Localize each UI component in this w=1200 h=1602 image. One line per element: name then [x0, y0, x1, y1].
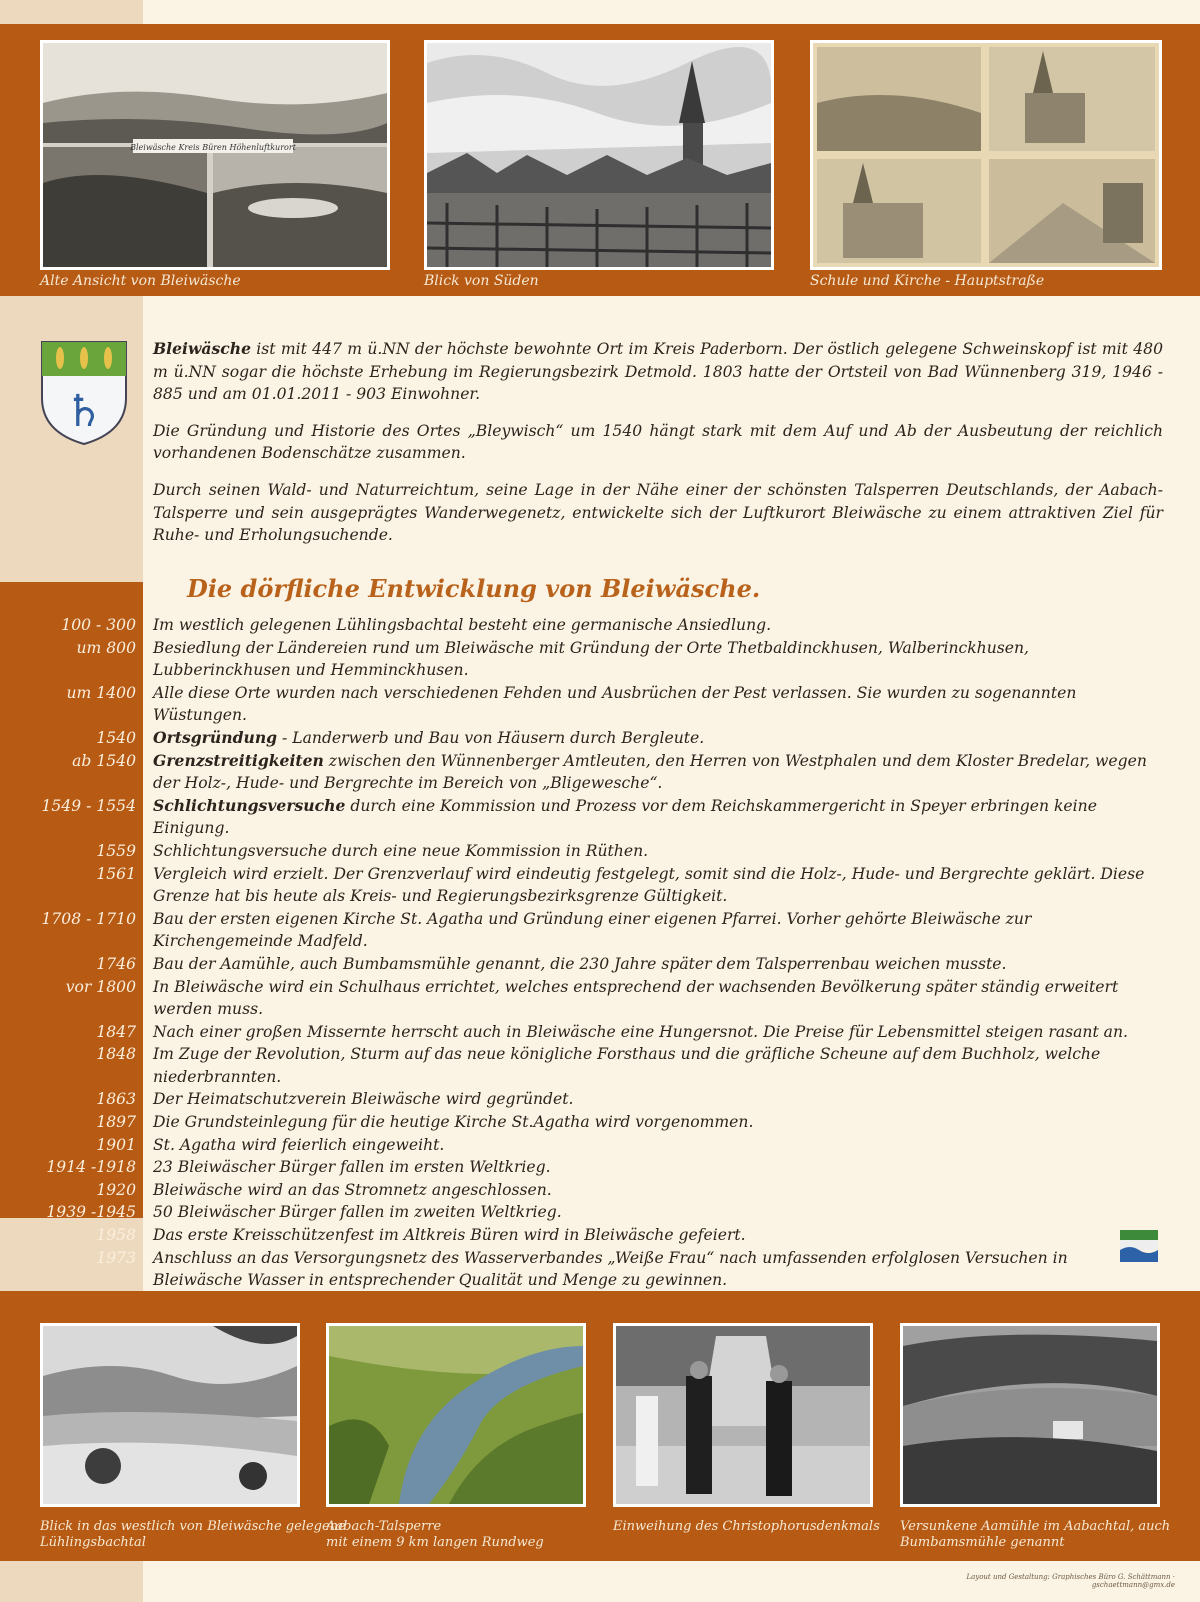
timeline-year: 1901: [96, 1135, 136, 1154]
timeline-year: 1958: [96, 1226, 136, 1245]
timeline-event: [153, 1201, 1160, 1224]
timeline-event: [153, 795, 1160, 840]
timeline-year: ab 1540: [72, 751, 136, 770]
timeline-event: [153, 614, 1160, 637]
timeline-event-text: - Landerwerb und Bau von Häusern durch Bergleute.: [277, 728, 705, 747]
caption-aamuehle: Versunkene Aamühle im Aabachtal, auch Bumbamsmühle genannt: [900, 1519, 1171, 1550]
bad-wuennenberg-logo-icon: [1118, 1226, 1160, 1266]
caption-old-view: Alte Ansicht von Bleiwäsche: [40, 273, 241, 289]
timeline-event-keyword: Ortsgründung: [153, 727, 278, 747]
timeline-row: [0, 976, 1200, 1021]
timeline-event: [153, 1179, 1160, 1202]
timeline-row: [0, 727, 1200, 750]
timeline-year: 1540: [96, 728, 136, 747]
timeline-event: [153, 1224, 1160, 1247]
timeline-row: [0, 1134, 1200, 1157]
timeline-event-text: zwischen den Wünnenberger Amtleuten, den Herren von Westphalen und dem Kloster Bredelar, wegen der Holz-, Hude- und Bergrechte im Bereich von „Bligewesche“.: [153, 751, 1147, 793]
coat-of-arms-icon: [40, 340, 128, 446]
photo-school-church: [810, 40, 1162, 270]
timeline-row: [0, 1224, 1200, 1247]
timeline-event-text: Bleiwäsche wird an das Stromnetz angeschlossen.: [153, 1180, 552, 1199]
timeline-event-text: Das erste Kreisschützenfest im Altkreis Büren wird in Bleiwäsche gefeiert.: [153, 1226, 746, 1245]
photo-old-view: [40, 40, 390, 270]
timeline-row: [0, 1201, 1200, 1224]
caption-christophorus-monument: Einweihung des Christophorusdenkmals: [613, 1519, 880, 1534]
timeline-year: um 800: [76, 638, 136, 657]
timeline-row: [0, 863, 1200, 908]
layout-credit: Layout und Gestaltung: Graphisches Büro G. Schättmann · gschaettmann@gmx.de: [966, 1573, 1175, 1589]
timeline-event: [153, 682, 1160, 727]
timeline-row: [0, 637, 1200, 682]
timeline-event: [153, 1247, 1160, 1292]
caption-school-church: Schule und Kirche - Hauptstraße: [810, 273, 1045, 289]
timeline-event: [153, 637, 1160, 682]
timeline-year: 1939 -1945: [46, 1203, 136, 1222]
timeline-event: [153, 976, 1160, 1021]
timeline-heading: Die dörfliche Entwicklung von Bleiwäsche.: [187, 574, 761, 603]
timeline-event-text: 23 Bleiwäscher Bürger fallen im ersten Weltkrieg.: [153, 1158, 551, 1177]
timeline-year: 1847: [96, 1022, 136, 1041]
timeline-row: [0, 750, 1200, 795]
timeline-row: [0, 1247, 1200, 1292]
timeline-event-text: Anschluss an das Versorgungsnetz des Wasserverbandes „Weiße Frau“ nach umfassenden erfolglosen Versuchen in Bleiwäsche Wasser in entsprechender Qualität und Menge zu gewinnen.: [153, 1248, 1068, 1290]
timeline-row: [0, 840, 1200, 863]
timeline-event-text: durch eine Kommission und Prozess vor dem Reichskammergericht in Speyer erbringen keine Einigung.: [153, 796, 1097, 838]
intro-paragraph-1: Bleiwäsche ist mit 447 m ü.NN der höchste bewohnte Ort im Kreis Paderborn. Der östlich gelegene Schweinskopf ist mit 480 m ü.NN sogar die höchste Erhebung im Regierungsbezirk Detmold. 1803 hatte der Ortsteil von Bad Wünnenberg 319, 1946 - 885 und am 01.01.2011 - 903 Einwohner.: [153, 339, 1163, 404]
timeline-event-text: In Bleiwäsche wird ein Schulhaus errichtet, welches entsprechend der wachsenden Bevölkerung später ständig erweitert werden muss.: [153, 977, 1119, 1019]
timeline-event: [153, 727, 1160, 750]
photo-aamuehle: [900, 1323, 1160, 1507]
timeline-event: [153, 908, 1160, 953]
timeline-year: vor 1800: [65, 977, 136, 996]
timeline-event-text: Nach einer großen Missernte herrscht auch in Bleiwäsche eine Hungersnot. Die Preise für Lebensmittel steigen rasant an.: [153, 1022, 1128, 1041]
timeline-event-text: Die Grundsteinlegung für die heutige Kirche St.Agatha wird vorgenommen.: [153, 1113, 754, 1132]
timeline-event: [153, 863, 1160, 908]
timeline-event-text: Im Zuge der Revolution, Sturm auf das neue königliche Forsthaus und die gräfliche Scheune auf dem Buchholz, welche niederbrannten.: [153, 1045, 1101, 1086]
timeline-row: [0, 953, 1200, 976]
timeline-event-text: Schlichtungsversuche durch eine neue Kommission in Rüthen.: [153, 841, 649, 860]
timeline-event: [153, 750, 1160, 795]
timeline-year: 1897: [96, 1113, 136, 1132]
timeline-row: [0, 1021, 1200, 1044]
timeline-year: 1746: [96, 954, 136, 973]
timeline-event: [153, 1021, 1160, 1044]
timeline-event-text: Alle diese Orte wurden nach verschiedenen Fehden und Ausbrüchen der Pest verlassen. Sie wurden zu sogenannten Wüstungen.: [153, 683, 1077, 725]
timeline-year: 100 - 300: [61, 616, 136, 634]
timeline: [0, 614, 1200, 1292]
timeline-event-text: Im westlich gelegenen Lühlingsbachtal besteht eine germanische Ansiedlung.: [153, 616, 772, 634]
timeline-year: 1920: [96, 1180, 136, 1199]
intro-text: [153, 338, 1163, 561]
timeline-event-text: Besiedlung der Ländereien rund um Bleiwäsche mit Gründung der Orte Thetbaldinckhusen, Walberinckhusen, Lubberinckhusen und Hemminckhusen.: [153, 638, 1029, 680]
timeline-row: [0, 908, 1200, 953]
timeline-event: [153, 1088, 1160, 1111]
photo-christophorus-monument: [613, 1323, 873, 1507]
timeline-row: [0, 682, 1200, 727]
timeline-year: 1863: [96, 1090, 136, 1109]
timeline-row: [0, 1156, 1200, 1179]
photo-aabach-talsperre: [326, 1323, 586, 1507]
timeline-event-text: St. Agatha wird feierlich eingeweiht.: [153, 1135, 445, 1154]
timeline-year: 1848: [96, 1045, 136, 1064]
timeline-event-text: Bau der ersten eigenen Kirche St. Agatha und Gründung einer eigenen Pfarrei. Vorher gehörte Bleiwäsche zur Kirchengemeinde Madfeld.: [153, 909, 1032, 951]
caption-aabach-talsperre: Aabach-Talsperre mit einem 9 km langen Rundweg: [326, 1519, 544, 1550]
timeline-row: [0, 1111, 1200, 1134]
timeline-event-text: 50 Bleiwäscher Bürger fallen im zweiten Weltkrieg.: [153, 1203, 562, 1222]
timeline-year: 1549 - 1554: [41, 796, 136, 815]
timeline-event: [153, 953, 1160, 976]
timeline-year: 1559: [96, 841, 136, 860]
timeline-year: um 1400: [66, 683, 136, 702]
caption-luehlingsbachtal: Blick in das westlich von Bleiwäsche gelegene Lühlingsbachtal: [40, 1519, 346, 1550]
timeline-event-text: Bau der Aamühle, auch Bumbamsmühle genannt, die 230 Jahre später dem Talsperrenbau weichen musste.: [153, 954, 1007, 973]
timeline-event: [153, 1134, 1160, 1157]
timeline-event: [153, 840, 1160, 863]
photo-view-from-south: [424, 40, 774, 270]
timeline-year: 1561: [96, 864, 136, 883]
timeline-row: [0, 1088, 1200, 1111]
timeline-event-keyword: Grenzstreitigkeiten: [153, 750, 324, 770]
timeline-row: [0, 614, 1200, 637]
timeline-event-text: Der Heimatschutzverein Bleiwäsche wird gegründet.: [153, 1090, 574, 1109]
timeline-event-keyword: Schlichtungsversuche: [153, 795, 346, 815]
caption-view-from-south: Blick von Süden: [424, 273, 539, 289]
timeline-row: [0, 1043, 1200, 1088]
timeline-event-text: Vergleich wird erzielt. Der Grenzverlauf wird eindeutig festgelegt, somit sind die Holz-, Hude- und Bergrechte geklärt. Diese Grenze hat bis heute als Kreis- und Regierungsbezirksgrenze Gültigkeit.: [153, 864, 1145, 906]
timeline-year: 1708 - 1710: [41, 909, 136, 928]
photo-luehlingsbachtal: [40, 1323, 300, 1507]
svg-text:♄: ♄: [64, 386, 104, 437]
timeline-event: [153, 1043, 1160, 1088]
timeline-year: 1973: [96, 1248, 136, 1267]
timeline-event: [153, 1156, 1160, 1179]
svg-text:Bleiwäsche Kreis Büren Höhenlu: Bleiwäsche Kreis Büren Höhenluftkurort: [130, 143, 296, 152]
intro-paragraph-3: Durch seinen Wald- und Naturreichtum, seine Lage in der Nähe einer der schönsten Talsperren Deutschlands, der Aabach-Talsperre und sein ausgeprägtes Wanderwegenetz, entwickelte sich der Luftkurort Bleiwäsche zu einem attraktiven Ziel für Ruhe- und Erholungsuchende.: [153, 480, 1163, 545]
timeline-row: [0, 795, 1200, 840]
timeline-year: 1914 -1918: [46, 1158, 136, 1177]
intro-paragraph-2: Die Gründung und Historie des Ortes „Bleywisch“ um 1540 hängt stark mit dem Auf und Ab der Ausbeutung der reichlich vorhandenen Bodenschätze zusammen.: [153, 421, 1163, 463]
timeline-row: [0, 1179, 1200, 1202]
timeline-event: [153, 1111, 1160, 1134]
